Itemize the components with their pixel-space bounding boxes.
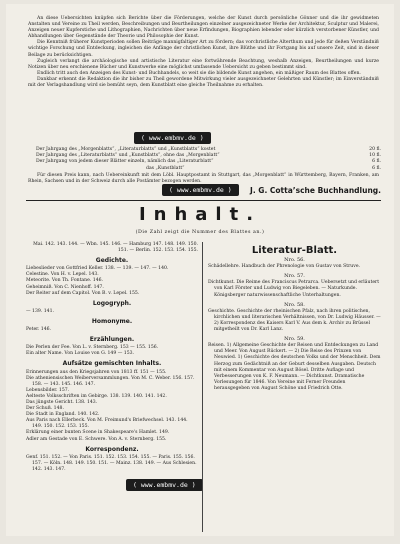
contents-entry: Der Schuß. 148. bbox=[26, 406, 64, 412]
issue-number: Nro. 58. bbox=[284, 301, 305, 308]
section-title: Erzählungen. bbox=[89, 336, 135, 344]
document-page bbox=[6, 4, 394, 536]
contents-entry: Die Perlen der Fee. Von L. v. Sternberg. 153 — 155. 156. bbox=[26, 345, 159, 351]
intro-text-block bbox=[26, 16, 381, 89]
contents-entry: Aelteste Volksschriften im Gebirge. 138. 139. 140. 141. 142. bbox=[26, 393, 167, 399]
price-row-label: Der Jahrgang des „Literaturblatts“ und „Kunstblatts“, ohne das „Morgenblatt“ bbox=[36, 153, 220, 159]
column-divider bbox=[202, 242, 203, 532]
contents-right-column bbox=[208, 242, 381, 392]
contents-note: (Die Zahl zeigt die Nummer des Blattes an.) bbox=[135, 230, 265, 235]
section-title: Aufsätze gemischten Inhalts. bbox=[62, 360, 162, 368]
issue-number: Nro. 57. bbox=[284, 273, 305, 280]
contents-entry: Der Reiter auf dem Capitol. Von B. v. Lepel. 155. bbox=[26, 290, 140, 296]
section-title: Homonyme. bbox=[91, 317, 133, 325]
section-divider bbox=[26, 200, 381, 201]
watermark-banner: ( www.embmv.de ) bbox=[134, 132, 211, 144]
price-row-value: 10 fl. bbox=[369, 153, 381, 159]
price-row-label: Der Jahrgang von jedem dieser Blätter einzeln, nämlich das „Literaturblatt“ bbox=[36, 159, 214, 165]
contents-heading: Inhalt. bbox=[138, 204, 262, 225]
price-row bbox=[26, 166, 381, 172]
contents-entry: Geschichte. Geschichte der rheinischen Pfalz, nach ihren politischen, kirchlichen und literarischen Verhältnissen, von Dr. Ludwig Häusser. — 2) Korrespondenz des Kaisers Karl V. Aus dem k. Archiv zu Brüssel mitgetheilt von Dr. Karl Lanz. bbox=[208, 308, 381, 333]
contents-entry: Peter. 146. bbox=[26, 327, 52, 333]
contents-entry: Mai. 142. 143. 144. — Wbn. 145. 146. — Hamburg 147. 148. 149. 150. 151. — Berlin. 152. 153. 154. 155. bbox=[33, 242, 198, 254]
contents-entry: Ein alter Name. Von Louise von G. 149 — 153. bbox=[26, 351, 134, 357]
watermark-banner: ( www.embmv.de ) bbox=[126, 479, 203, 491]
intro-paragraph: Endlich tritt auch den Anzeigen des Kunst- und Buchhandels, so weit sie die bildende Kunst angehen, ein mäßiger Raum des Blattes offen. bbox=[37, 70, 361, 76]
price-row-value: 6 fl. bbox=[372, 165, 381, 171]
intro-paragraph: An diese Uebersichten knüpfen sich Berichte über die Förderungen, welche der Kunst durch persönliche Gönner und die ihr gewidmeten Anstalten und Vereine zu Theil werden, Beschreibungen und Beurtheilungen einzelner ausgezeichneter Werke der Architektur, Sculptur und Malerei, Anzeigen neuer Kupferstiche und Lithographien, Nachrichten über neue Erfindungen, Biographien lebender oder kürzlich verstorbener Künstler, und Abhandlungen über Gegenstände der Theorie und Philosophie der Kunst. bbox=[28, 16, 379, 40]
section-title: Korrespondenz. bbox=[85, 445, 139, 453]
issue-number: Nro. 59. bbox=[284, 336, 305, 343]
contents-entry: Dichtkunst. Die Reime des Franciscus Petrarca. Uebersetzt und erläutert von Karl Förster und Ludwig von Biegeleben. — Naturkunde. Königsberger naturwissenschaftliche Unterhaltungen. bbox=[208, 280, 380, 298]
price-row-label: Der Jahrgang des „Morgenblatts“, „Literaturblatts“ und „Kunstblatts“ kostet bbox=[36, 147, 216, 152]
contents-entry: Meteorite. Von Th. Fontane. 146. bbox=[26, 278, 103, 284]
contents-entry: Geheimniß. Von C. Nienhoff. 147. bbox=[26, 284, 104, 290]
contents-entry: Die atheniensischen Weiberversammlungen. Von M. C. Weber. 156. 157. 158. — 143. 145. 146. 147. bbox=[26, 375, 195, 387]
contents-entry: Genf. 151. 152. — Von Paris. 151. 152. 153. 154. 155. — Paris. 155. 156. 157. — Köln. 148. 149. 150. 151. — Mainz. 138. 149. — Aus Schlesien. 142. 143. 147. bbox=[26, 454, 197, 472]
intro-paragraph: Die Kenntniß früherer Kunstperioden sollen Beiträge mannigfaltiger Art zu fördern; das vorchristliche Alterthum und jede für deßen Verständniß wichtige Forschung und Entdeckung, ingleichen die Anfänge der christlichen Kunst, ihre Blüthe und ihr Fortgang bis auf unsere Zeit, sind in dieser Beilage zu berücksichtigen. bbox=[28, 40, 379, 58]
contents-entry: Das jüngste Gericht. 138. 143. bbox=[26, 399, 98, 405]
intro-paragraph: Dankbar erkennt die Redaktion die ihr bisher zu Theil gewordene Mitwirkung vieler ausgezeichneter Gelehrten und Künstler; im Einverständniß mit der Verlagshandlung wird sie bemüht seyn, dem Kunstblatt eine gleiche Theilnahme zu erhalten. bbox=[28, 76, 379, 89]
contents-entry: Erklärung einer bunten Scene in Shakespeare's Hamlet. 149. bbox=[26, 430, 170, 436]
contents-entry: Celestine. Von H. v. Lepel. 143. bbox=[26, 272, 99, 278]
price-row-value: 6 fl. bbox=[372, 159, 381, 165]
publisher-signature: J. G. Cotta’sche Buchhandlung. bbox=[250, 186, 381, 195]
literaturblatt-title: Literatur-Blatt. bbox=[251, 245, 338, 256]
contents-entry: Die Stadt in England. 140. 142. bbox=[26, 412, 100, 418]
section-title: Gedichte. bbox=[95, 257, 129, 265]
contents-entry: Liebeslieder von Gottfried Keller. 138. — 139. — 147. — 140. bbox=[26, 266, 169, 272]
intro-paragraph: Zugleich verlangt die archäologische und artistische Literatur eine fortwährende Beachtung, weshalb Anzeigen, Beurtheilungen und kurze Notizen über neu erschienene Bücher und Kunstwerke eine möglichst umfassende Uebersicht zu geben bestimmt sind. bbox=[28, 58, 379, 70]
issue-number: Nro. 56. bbox=[284, 257, 305, 264]
price-row-value: 20 fl. bbox=[369, 147, 381, 152]
contents-entry: Erinnerungen aus den Kriegsjahren von 1813 ff. 151 — 155. bbox=[26, 369, 167, 375]
contents-entry: — 139. 141. bbox=[26, 308, 54, 314]
watermark-banner: ( www.embmv.de ) bbox=[162, 184, 239, 196]
contents-entry: Schädellehre. Handbuch der Phrenologie von Gustav von Struve. bbox=[208, 264, 360, 270]
contents-entry: Aus Paris nach Ellerbeck. Von M. Freimund's Briefwechsel. 143. 144. 149. 150. 152. 153. 155. bbox=[26, 418, 188, 430]
section-title: Logogryph. bbox=[92, 299, 132, 307]
price-row-label: das „Kunstblatt“ bbox=[146, 165, 185, 171]
contents-left-column bbox=[26, 242, 198, 473]
contents-entry: Adler am Gestade von E. Schwere. Von A. v. Sternberg. 155. bbox=[26, 436, 167, 442]
contents-entry: Lebensbilder. 157. bbox=[26, 387, 70, 393]
contents-entry: Reisen. 1) Allgemeine Geschichte der Reisen und Entdeckungen zu Land und Meer. Von August Rückert. — 2) Die Reise des Prinzen von Neuwied. 1) Geschichte des deutschen Volks und der Menschheit. Dem Herzog zum Gedächtniß an der Geburt desselben Ausgaben. Deutsch mit einem Kommentar von August Bösel. Dritte Auflage und Verbesserungen von K. F. Neumann. — Dichtkunst. Dramatische Vorlesungen für 1846. Von Vereine mit Ferner Freunden herausgegeben von August Schöne und Friedrich Otte. bbox=[208, 343, 381, 391]
subscription-note: Für diesen Preis kann, nach Uebereinkunft mit dem Löbl. Hauptpostamt in Stuttgart, das „Morgenblatt“ in Württemberg, Bayern, Franken, am Rhein, Sachsen und in der Schweiz durch alle Postämter bezogen werden. bbox=[28, 172, 379, 184]
